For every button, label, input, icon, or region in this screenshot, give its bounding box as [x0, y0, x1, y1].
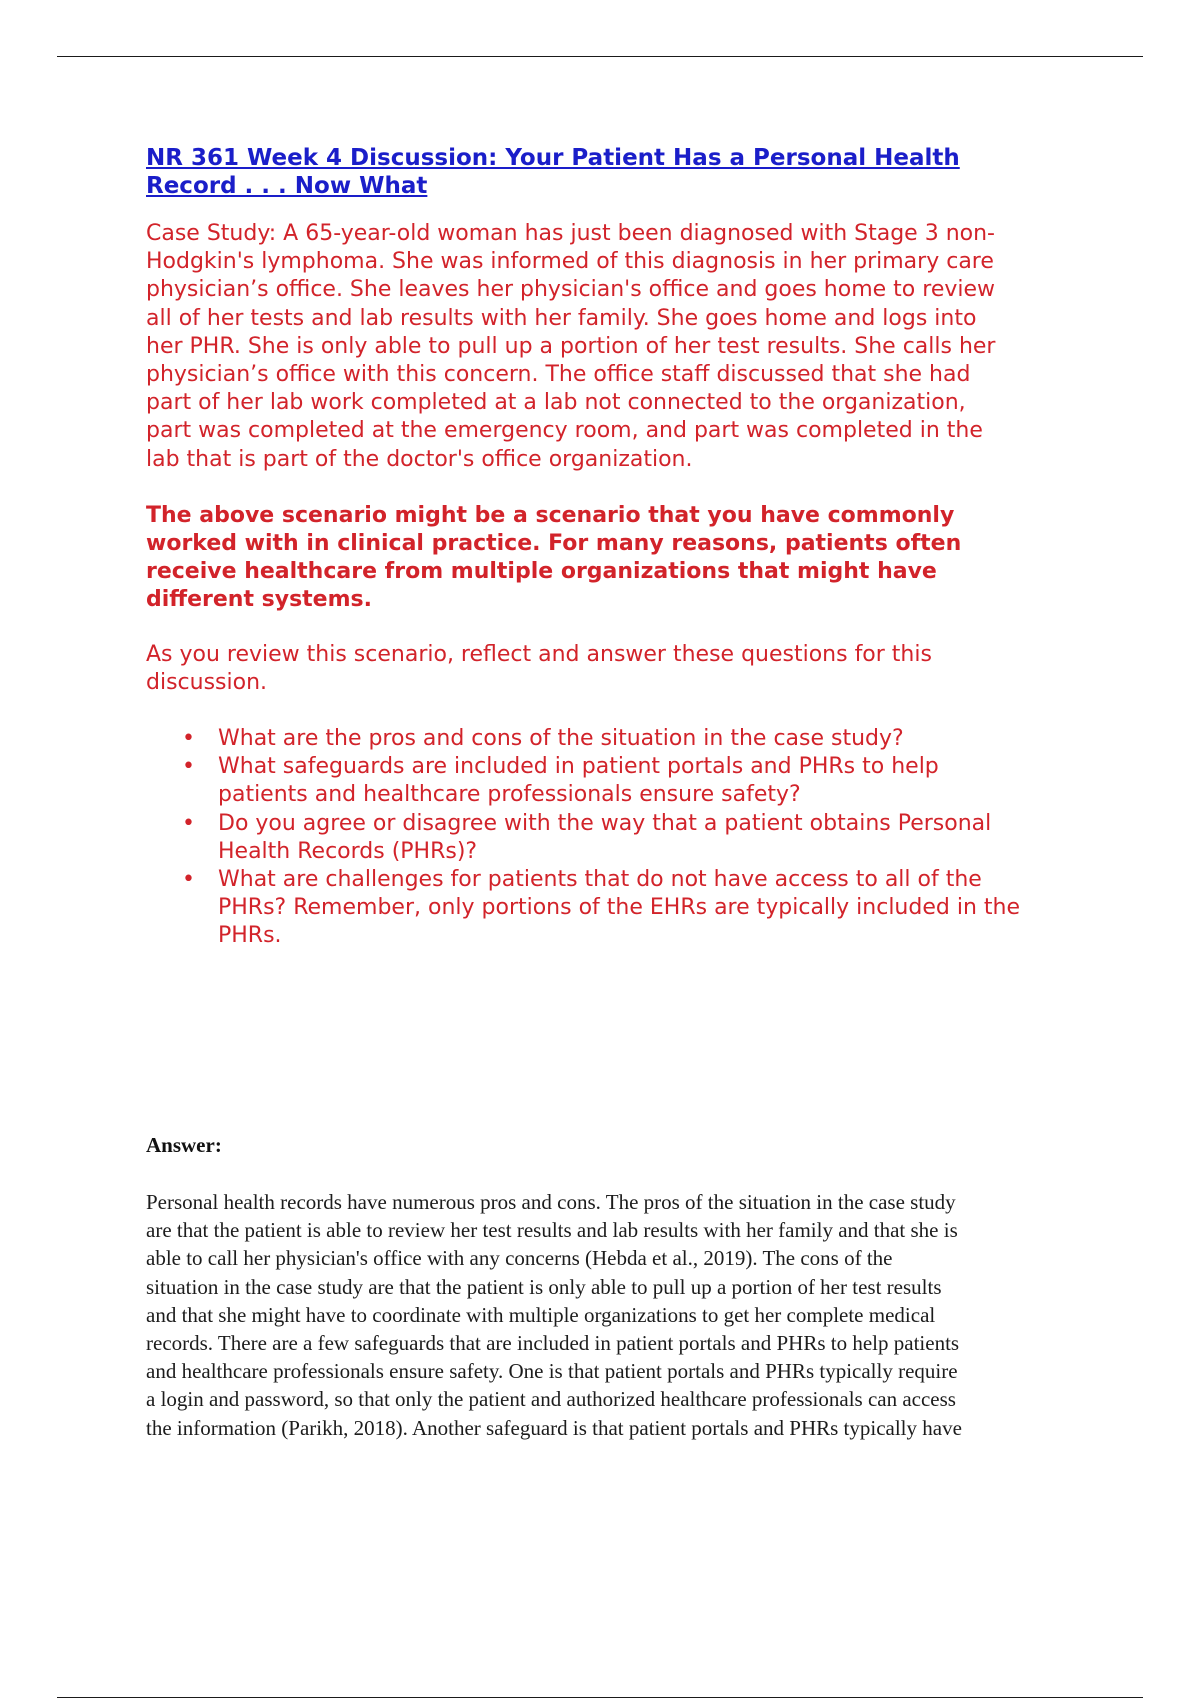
answer-line: and healthcare professionals ensure safety. One is that patient portals and PHRs typically require	[146, 1359, 958, 1384]
case-line: Hodgkin's lymphoma. She was informed of this diagnosis in her primary care	[146, 249, 994, 275]
question-item	[182, 725, 1101, 753]
answer-line: and that she might have to coordinate with multiple organizations to get her complete medical	[146, 1302, 936, 1327]
document-title-link[interactable]	[146, 145, 960, 199]
question-line: What are challenges for patients that do not have access to all of the	[218, 867, 982, 893]
document-title	[146, 144, 1101, 200]
prompt-paragraph	[146, 641, 1101, 697]
answer-line: able to call her physician's office with any concerns (Hebda et al., 2019). The cons of the	[146, 1246, 893, 1271]
question-line: Health Records (PHRs)?	[218, 838, 478, 864]
question-item	[182, 810, 1101, 866]
question-line: patients and healthcare professionals ensure safety?	[218, 782, 801, 808]
emphasis-paragraph	[146, 502, 1101, 615]
title-line-1: NR 361 Week 4 Discussion: Your Patient Has a Personal Health	[146, 145, 960, 171]
emphasis-line: worked with in clinical practice. For many reasons, patients often	[146, 531, 962, 557]
case-line: part was completed at the emergency room, and part was completed in the	[146, 418, 983, 444]
answer-line: a login and password, so that only the patient and authorized healthcare professionals can access	[146, 1387, 956, 1412]
answer-line: situation in the case study are that the patient is only able to pull up a portion of her test results	[146, 1274, 942, 1299]
case-study-paragraph	[146, 220, 1101, 474]
question-item	[182, 866, 1101, 951]
question-item	[182, 753, 1101, 809]
answer-line: Personal health records have numerous pros and cons. The pros of the situation in the case study	[146, 1190, 956, 1214]
document-content	[146, 144, 1101, 951]
footer-rule	[57, 1697, 1143, 1698]
emphasis-line: The above scenario might be a scenario that you have commonly	[146, 502, 955, 528]
bullet-icon: •	[182, 867, 195, 893]
emphasis-line: receive healthcare from multiple organizations that might have	[146, 559, 937, 585]
question-line: PHRs? Remember, only portions of the EHRs are typically included in the	[218, 895, 1020, 921]
prompt-line: discussion.	[146, 669, 268, 695]
emphasis-line: different systems.	[146, 587, 372, 613]
prompt-line: As you review this scenario, reflect and answer these questions for this	[146, 641, 932, 667]
question-line: What are the pros and cons of the situation in the case study?	[218, 726, 904, 752]
bullet-icon: •	[182, 754, 195, 780]
case-line: her PHR. She is only able to pull up a portion of her test results. She calls her	[146, 333, 996, 359]
question-line: What safeguards are included in patient portals and PHRs to help	[218, 754, 939, 780]
bullet-icon: •	[182, 726, 195, 752]
case-line: physician’s office with this concern. The office staff discussed that she had	[146, 362, 971, 388]
answer-heading: Answer:	[146, 1133, 222, 1157]
bullet-icon: •	[182, 810, 195, 836]
title-line-2: Record . . . Now What	[146, 173, 428, 199]
case-line: part of her lab work completed at a lab not connected to the organization,	[146, 390, 966, 416]
case-line: all of her tests and lab results with her family. She goes home and logs into	[146, 305, 977, 331]
answer-paragraph	[146, 1188, 1086, 1442]
answer-line: are that the patient is able to review her test results and lab results with her family and that she is	[146, 1218, 958, 1243]
answer-line: records. There are a few safeguards that are included in patient portals and PHRs to help patients	[146, 1331, 960, 1356]
case-line: physician’s office. She leaves her physician's office and goes home to review	[146, 277, 996, 303]
case-line: Case Study: A 65-year-old woman has just been diagnosed with Stage 3 non-	[146, 221, 995, 246]
answer-line: the information (Parikh, 2018). Another safeguard is that patient portals and PHRs typically have	[146, 1415, 962, 1440]
header-rule	[57, 56, 1143, 57]
question-line: Do you agree or disagree with the way that a patient obtains Personal	[218, 810, 992, 836]
question-line: PHRs.	[218, 923, 282, 949]
case-line: lab that is part of the doctor's office organization.	[146, 446, 693, 472]
questions-list	[146, 725, 1101, 951]
